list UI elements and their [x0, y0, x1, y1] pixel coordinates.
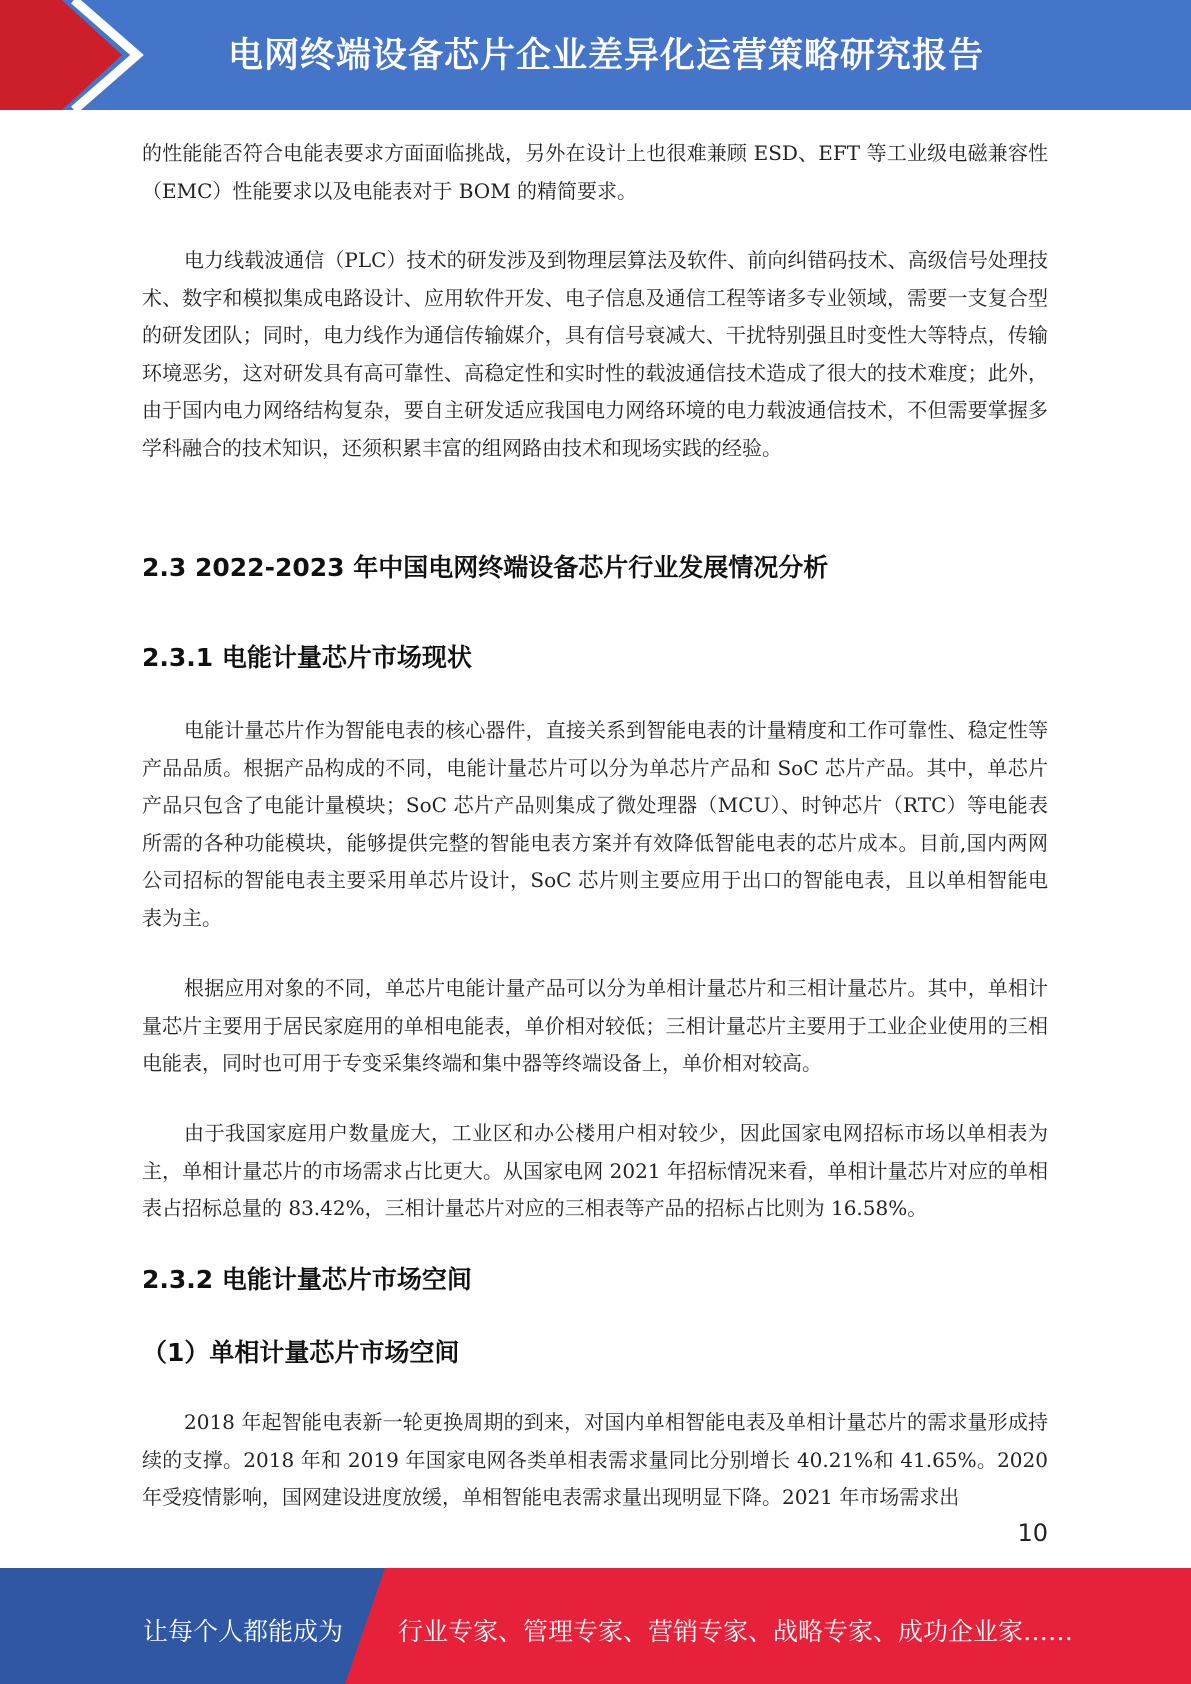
paragraph: 电力线载波通信（PLC）技术的研发涉及到物理层算法及软件、前向纠错码技术、高级信号处理技术、数字和模拟集成电路设计、应用软件开发、电子信息及通信工程等诸多专业领域，需要一支复合型的研发团队；同时，电力线作为通信传输媒介，具有信号衰减大、干扰特别强且时变性大等特点，传输环境恶劣，这对研发具有高可靠性、高稳定性和实时性的载波通信技术造成了很大的技术难度；此外，由于国内电力网络结构复杂，要自主研发适应我国电力网络环境的电力载波通信技术，不但需要掌握多学科融合的技术知识，还须积累丰富的组网路由技术和现场实践的经验。 [142, 248, 1048, 460]
page-header [0, 0, 1191, 110]
subsection-heading-1: （1）单相计量芯片市场空间 [142, 1338, 460, 1367]
plc-paragraph [142, 242, 1048, 467]
page-footer [0, 1568, 1191, 1684]
continued-paragraph [142, 135, 1048, 210]
section-heading-2-3-2: 2.3.2 电能计量芯片市场空间 [142, 1265, 472, 1294]
section-2-3-1-paragraph-1 [142, 712, 1048, 937]
page-number: 10 [1017, 1519, 1048, 1547]
section-2-3-1-paragraph-2 [142, 970, 1048, 1083]
paragraph: 根据应用对象的不同，单芯片电能计量产品可以分为单相计量芯片和三相计量芯片。其中，单相计量芯片主要用于居民家庭用的单相电能表，单价相对较低；三相计量芯片主要用于工业企业使用的三相电能表，同时也可用于专变采集终端和集中器等终端设备上，单价相对较高。 [142, 976, 1048, 1075]
paragraph: 2018 年起智能电表新一轮更换周期的到来，对国内单相智能电表及单相计量芯片的需求量形成持续的支撑。2018 年和 2019 年国家电网各类单相表需求量同比分别增长 40.21%和 41.65%。2020 年受疫情影响，国网建设进度放缓，单相智能电表需求量出现明显下降。2021 年市场需求出 [142, 1410, 1048, 1509]
subsection-1-paragraph [142, 1404, 1048, 1517]
report-title: 电网终端设备芯片企业差异化运营策略研究报告 [228, 36, 985, 76]
section-heading-2-3: 2.3 2022-2023 年中国电网终端设备芯片行业发展情况分析 [142, 553, 829, 582]
paragraph: 由于我国家庭用户数量庞大，工业区和办公楼用户相对较少，因此国家电网招标市场以单相表为主，单相计量芯片的市场需求占比更大。从国家电网 2021 年招标情况来看，单相计量芯片对应的单相表占招标总量的 83.42%，三相计量芯片对应的三相表等产品的招标占比则为 16.58%。 [142, 1121, 1048, 1220]
section-heading-2-3-1: 2.3.1 电能计量芯片市场现状 [142, 643, 472, 672]
header-arrow-icon [0, 0, 150, 110]
paragraph: 电能计量芯片作为智能电表的核心器件，直接关系到智能电表的计量精度和工作可靠性、稳定性等产品品质。根据产品构成的不同，电能计量芯片可以分为单芯片产品和 SoC 芯片产品。其中，单芯片产品只包含了电能计量模块；SoC 芯片产品则集成了微处理器（MCU）、时钟芯片（RTC）等电能表所需的各种功能模块，能够提供完整的智能电表方案并有效降低智能电表的芯片成本。目前,国内两网公司招标的智能电表主要采用单芯片设计，SoC 芯片则主要应用于出口的智能电表，且以单相智能电表为主。 [142, 718, 1048, 930]
footer-slogan-right: 行业专家、管理专家、营销专家、战略专家、成功企业家…… [398, 1617, 1074, 1646]
section-2-3-1-paragraph-3 [142, 1115, 1048, 1228]
footer-slogan-left: 让每个人都能成为 [143, 1617, 344, 1646]
paragraph: 的性能能否符合电能表要求方面面临挑战，另外在设计上也很难兼顾 ESD、EFT 等工业级电磁兼容性（EMC）性能要求以及电能表对于 BOM 的精简要求。 [142, 141, 1048, 203]
